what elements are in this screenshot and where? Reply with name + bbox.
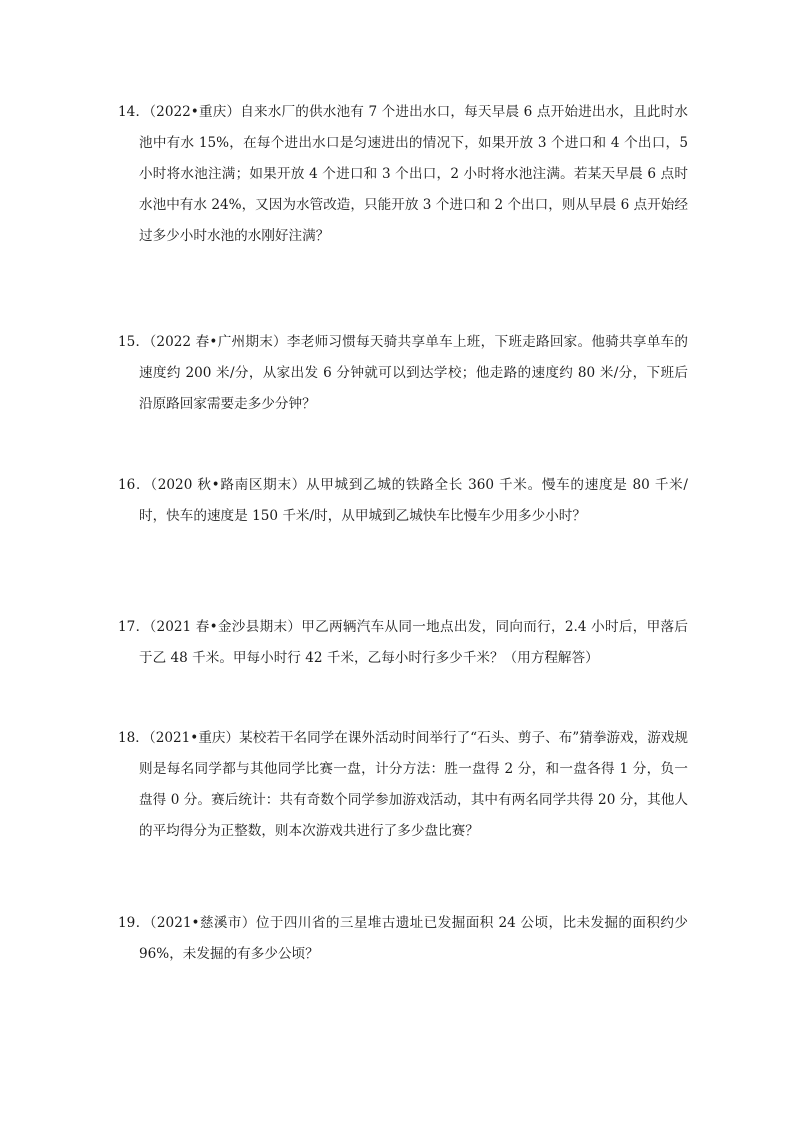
problem-number: 19．	[118, 915, 150, 931]
problem-number: 17．	[118, 619, 150, 635]
problem-text: （2022 春•广州期末）李老师习惯每天骑共享单车上班，下班走路回家。他骑共享单车的速度约 200 米/分，从家出发 6 分钟就可以到达学校；他走路的速度约 80 米/分，下班后沿原路回家需要走多少分钟？	[139, 334, 688, 412]
problem-16	[118, 470, 688, 532]
problem-number: 16．	[118, 477, 151, 493]
problem-14	[118, 97, 688, 252]
problem-text: （2021•重庆）某校若干名同学在课外活动时间举行了“石头、剪子、布”猜拳游戏，游戏规则是每名同学都与其他同学比赛一盘，计分方法：胜一盘得 2 分，和一盘各得 1 分，负一盘得 0 分。赛后统计：共有奇数个同学参加游戏活动，其中有两名同学共得 20 分，其他人的平均得分为正整数，则本次游戏共进行了多少盘比赛？	[139, 730, 688, 839]
problem-number: 15．	[118, 334, 150, 350]
problem-text: （2020 秋•路南区期末）从甲城到乙城的铁路全长 360 千米。慢车的速度是 80 千米/时，快车的速度是 150 千米/时，从甲城到乙城快车比慢车少用多少小时？	[139, 477, 688, 524]
problem-17	[118, 612, 688, 674]
problem-number: 14．	[118, 104, 150, 120]
problem-15	[118, 327, 688, 420]
problem-text: （2021 春•金沙县期末）甲乙两辆汽车从同一地点出发，同向而行，2.4 小时后，甲落后于乙 48 千米。甲每小时行 42 千米，乙每小时行多少千米？（用方程解答）	[139, 619, 688, 666]
problem-number: 18．	[118, 730, 149, 746]
problem-text: （2022•重庆）自来水厂的供水池有 7 个进出水口，每天早晨 6 点开始进出水，且此时水池中有水 15%，在每个进出水口是匀速进出的情况下，如果开放 3 个进口和 4 个出口，5 小时将水池注满；如果开放 4 个进口和 3 个出口，2 小时将水池注满。若某天早晨 6 点时水池中有水 24%，又因为水管改造，只能开放 3 个进口和 2 个出口，则从早晨 6 点开始经过多少小时水池的水刚好注满？	[139, 104, 688, 244]
problem-text: （2021•慈溪市）位于四川省的三星堆古遗址已发掘面积 24 公顷，比未发掘的面积约少 96%，未发掘的有多少公顷？	[139, 915, 688, 962]
problem-19	[118, 908, 688, 970]
problem-18	[118, 723, 688, 847]
